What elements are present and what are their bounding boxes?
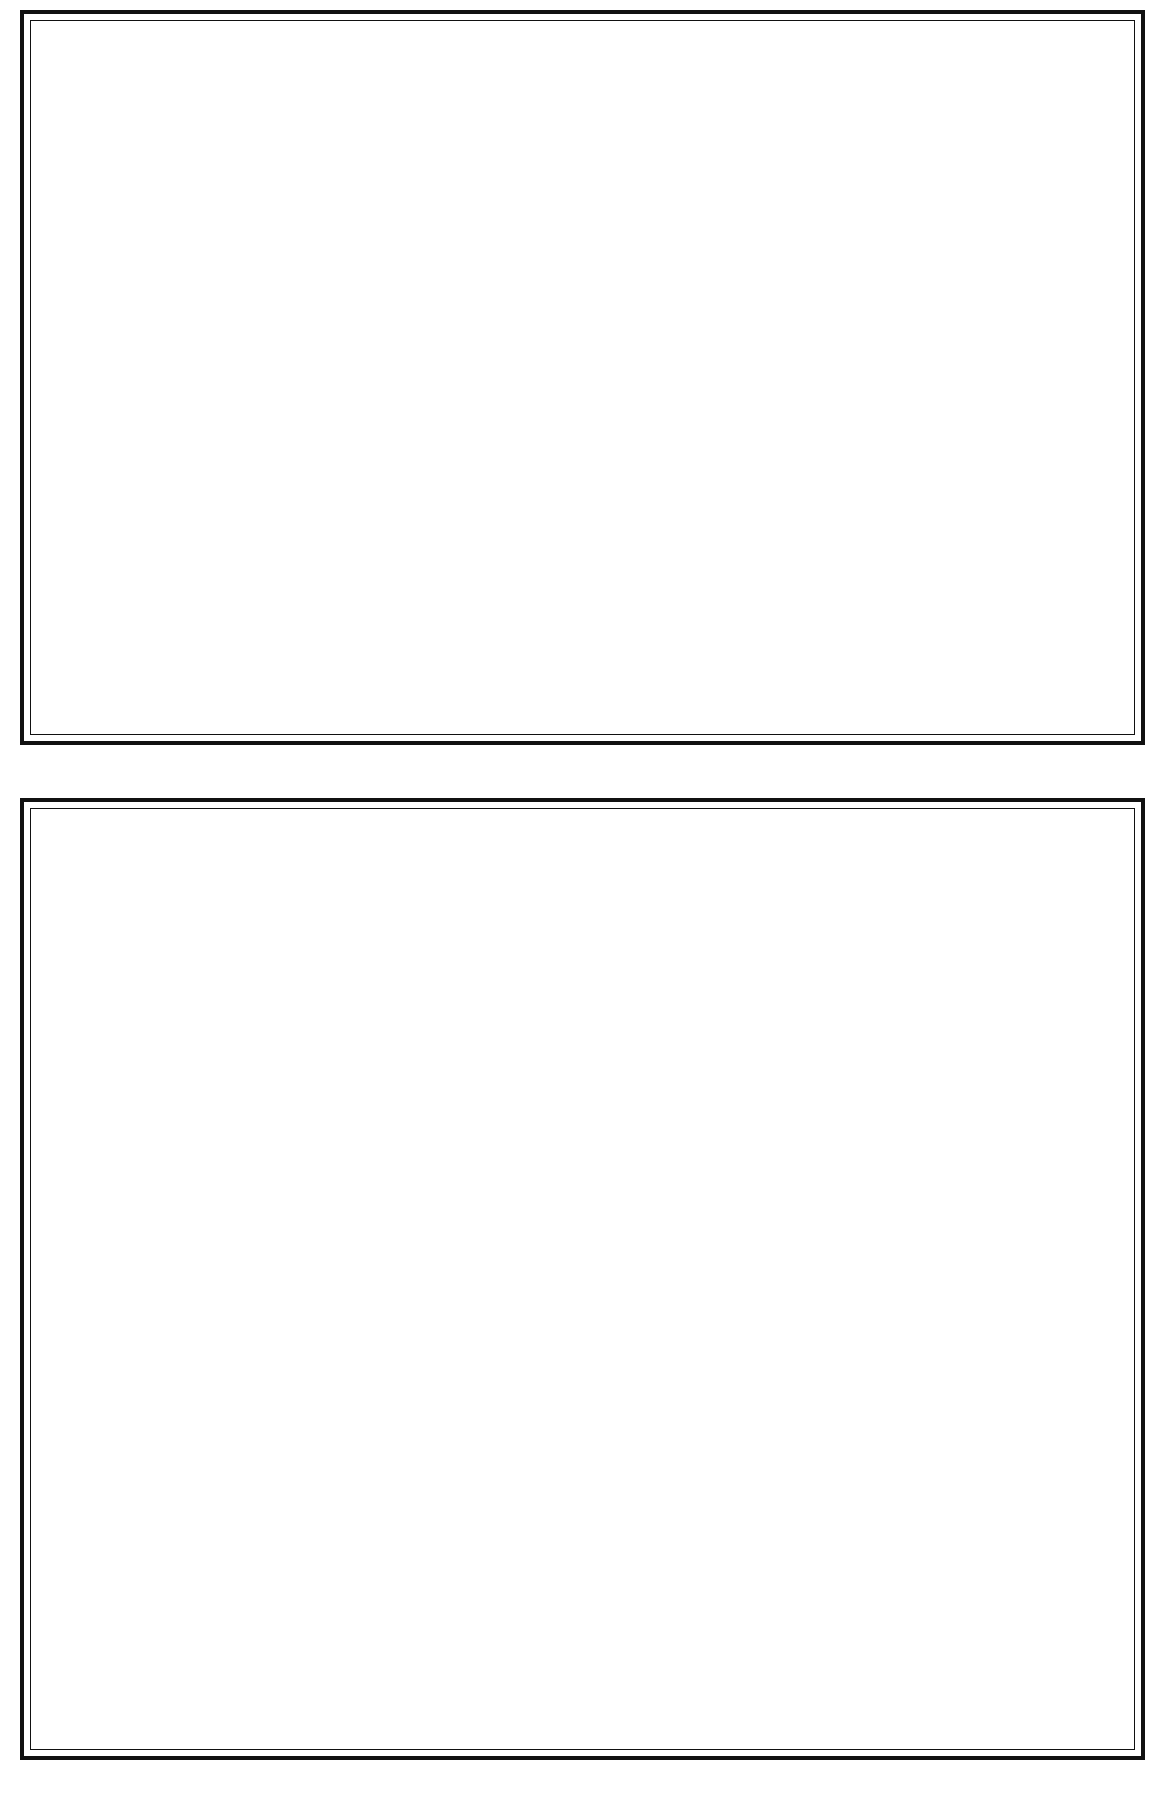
bottom-page [20, 798, 1145, 1760]
top-page-text-frame [30, 20, 1135, 735]
top-page [20, 10, 1145, 745]
bottom-page-text-frame [30, 808, 1135, 1750]
